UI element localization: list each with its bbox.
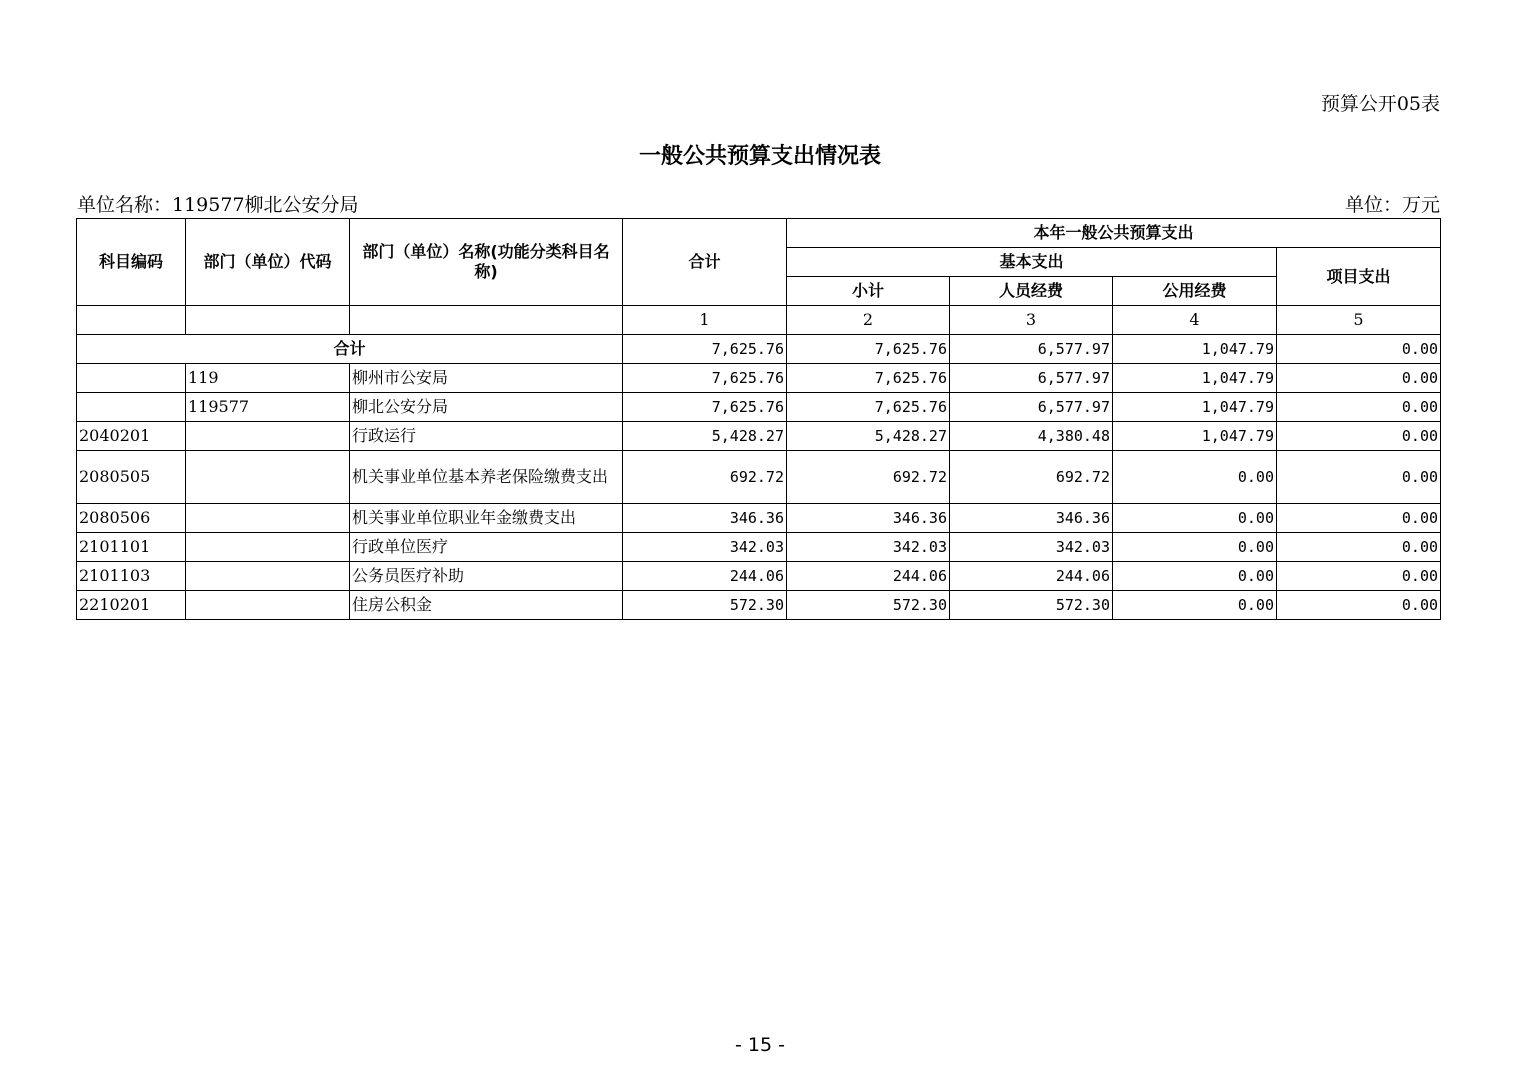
row-project: 0.00 — [1277, 393, 1441, 422]
row-subtotal: 692.72 — [787, 451, 950, 504]
row-subtotal: 7,625.76 — [787, 393, 950, 422]
row-subtotal: 244.06 — [787, 562, 950, 591]
table-row — [77, 562, 1441, 591]
total-public: 1,047.79 — [1113, 335, 1277, 364]
row-public: 1,047.79 — [1113, 364, 1277, 393]
page-title: 一般公共预算支出情况表 — [638, 144, 881, 169]
row-total: 572.30 — [623, 591, 787, 620]
row-total: 7,625.76 — [623, 364, 787, 393]
meta-row — [77, 190, 1440, 217]
total-label: 合计 — [77, 335, 623, 364]
row-name: 柳北公安分局 — [350, 393, 623, 422]
row-total: 342.03 — [623, 533, 787, 562]
row-dept — [186, 422, 350, 451]
header-col-2: 2 — [787, 306, 950, 335]
row-project: 0.00 — [1277, 451, 1441, 504]
row-total: 692.72 — [623, 451, 787, 504]
header-personnel: 人员经费 — [950, 277, 1113, 306]
row-code: 2101103 — [77, 562, 186, 591]
row-total: 5,428.27 — [623, 422, 787, 451]
row-total: 7,625.76 — [623, 393, 787, 422]
row-subtotal: 572.30 — [787, 591, 950, 620]
row-public: 0.00 — [1113, 591, 1277, 620]
header-basic: 基本支出 — [787, 248, 1277, 277]
header-dept-name: 部门（单位）名称(功能分类科目名称) — [350, 219, 623, 306]
row-dept — [186, 533, 350, 562]
header-public: 公用经费 — [1113, 277, 1277, 306]
row-name: 机关事业单位职业年金缴费支出 — [350, 504, 623, 533]
row-public: 1,047.79 — [1113, 422, 1277, 451]
row-subtotal: 346.36 — [787, 504, 950, 533]
row-personnel: 4,380.48 — [950, 422, 1113, 451]
row-total: 346.36 — [623, 504, 787, 533]
row-project: 0.00 — [1277, 364, 1441, 393]
table-row — [77, 393, 1441, 422]
budget-table — [76, 218, 1441, 620]
row-name: 公务员医疗补助 — [350, 562, 623, 591]
row-dept: 119 — [186, 364, 350, 393]
row-public: 0.00 — [1113, 504, 1277, 533]
row-code: 2210201 — [77, 591, 186, 620]
header-subtotal: 小计 — [787, 277, 950, 306]
header-col-5: 5 — [1277, 306, 1441, 335]
row-name: 住房公积金 — [350, 591, 623, 620]
row-project: 0.00 — [1277, 591, 1441, 620]
row-dept — [186, 562, 350, 591]
row-project: 0.00 — [1277, 562, 1441, 591]
header-current-year: 本年一般公共预算支出 — [787, 219, 1441, 248]
row-name: 机关事业单位基本养老保险缴费支出 — [350, 451, 623, 504]
header-blank-3 — [350, 306, 623, 335]
row-public: 0.00 — [1113, 451, 1277, 504]
header-total: 合计 — [623, 219, 787, 306]
table-row — [77, 364, 1441, 393]
row-dept: 119577 — [186, 393, 350, 422]
total-subtotal: 7,625.76 — [787, 335, 950, 364]
row-personnel: 342.03 — [950, 533, 1113, 562]
table-row — [77, 504, 1441, 533]
row-total: 244.06 — [623, 562, 787, 591]
table-row — [77, 533, 1441, 562]
row-dept — [186, 591, 350, 620]
row-dept — [186, 451, 350, 504]
total-personnel: 6,577.97 — [950, 335, 1113, 364]
row-personnel: 346.36 — [950, 504, 1113, 533]
row-name: 行政运行 — [350, 422, 623, 451]
row-name: 行政单位医疗 — [350, 533, 623, 562]
header-dept-code: 部门（单位）代码 — [186, 219, 350, 306]
row-dept — [186, 504, 350, 533]
row-personnel: 692.72 — [950, 451, 1113, 504]
header-subject-code: 科目编码 — [77, 219, 186, 306]
table-row — [77, 422, 1441, 451]
row-subtotal: 7,625.76 — [787, 364, 950, 393]
row-subtotal: 342.03 — [787, 533, 950, 562]
page-number: - 15 - — [735, 1034, 785, 1056]
row-personnel: 6,577.97 — [950, 364, 1113, 393]
row-public: 0.00 — [1113, 533, 1277, 562]
row-project: 0.00 — [1277, 504, 1441, 533]
form-number: 预算公开05表 — [1320, 93, 1440, 115]
row-code: 2040201 — [77, 422, 186, 451]
table-row — [77, 451, 1441, 504]
table-row — [77, 591, 1441, 620]
unit-label: 单位：万元 — [1344, 194, 1440, 216]
row-code: 2080505 — [77, 451, 186, 504]
row-project: 0.00 — [1277, 533, 1441, 562]
header-blank-2 — [186, 306, 350, 335]
row-name: 柳州市公安局 — [350, 364, 623, 393]
unit-name: 单位名称：119577柳北公安分局 — [77, 194, 359, 216]
row-code: 2101101 — [77, 533, 186, 562]
header-col-3: 3 — [950, 306, 1113, 335]
row-subtotal: 5,428.27 — [787, 422, 950, 451]
total-total: 7,625.76 — [623, 335, 787, 364]
row-personnel: 6,577.97 — [950, 393, 1113, 422]
header-col-1: 1 — [623, 306, 787, 335]
row-public: 1,047.79 — [1113, 393, 1277, 422]
row-project: 0.00 — [1277, 422, 1441, 451]
header-project: 项目支出 — [1277, 248, 1441, 306]
row-public: 0.00 — [1113, 562, 1277, 591]
row-code — [77, 393, 186, 422]
row-personnel: 244.06 — [950, 562, 1113, 591]
header-col-4: 4 — [1113, 306, 1277, 335]
header-blank-1 — [77, 306, 186, 335]
total-row — [77, 335, 1441, 364]
row-code: 2080506 — [77, 504, 186, 533]
row-code — [77, 364, 186, 393]
total-project: 0.00 — [1277, 335, 1441, 364]
row-personnel: 572.30 — [950, 591, 1113, 620]
